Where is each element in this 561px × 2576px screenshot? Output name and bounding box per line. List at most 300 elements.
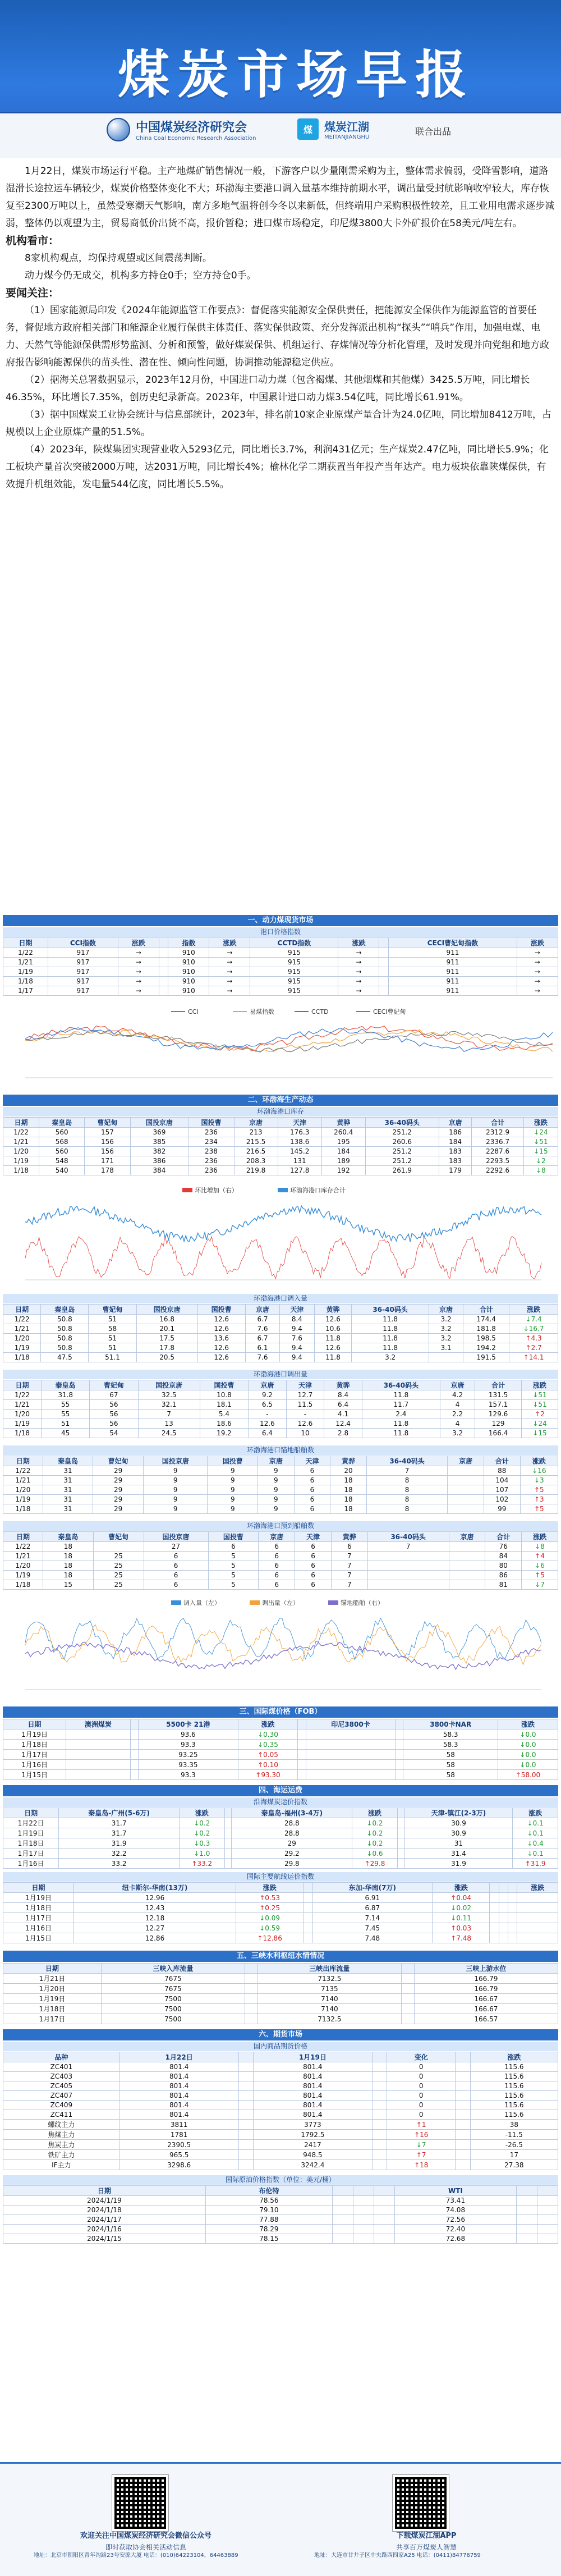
table-cell: 801.4	[253, 2091, 372, 2101]
table-cell: →	[209, 986, 250, 996]
table-cell: 1/22	[3, 1390, 42, 1400]
table-cell: 7.45	[312, 1923, 432, 1933]
table-cell	[66, 1760, 130, 1770]
table-cell: 208.3	[234, 1156, 278, 1166]
table-cell: 1/19	[3, 1571, 43, 1580]
wechat-qr-code[interactable]	[112, 2475, 168, 2531]
table-cell: ↑5	[520, 1504, 558, 1514]
table-cell: 11.8	[352, 1315, 429, 1324]
anchor-ships-table	[3, 1456, 558, 1514]
org-left-name: 中国煤炭经济研究会	[136, 121, 247, 135]
intl-freight-bar: 国际主要航线运价指数	[3, 1872, 558, 1882]
port-inbound-bar: 环渤海港口调入量	[3, 1294, 558, 1303]
table-cell	[224, 1838, 232, 1849]
table-cell: ↑0.10	[238, 1760, 298, 1770]
column-header: 印尼3800卡	[306, 1719, 396, 1729]
table-row	[3, 1838, 558, 1849]
table-cell: 9.2	[249, 1390, 287, 1400]
table-cell: ↓2	[523, 1156, 558, 1166]
table-cell: ZC405	[3, 2081, 120, 2091]
footer-left-contact	[34, 2554, 275, 2558]
column-header: 36-40码头	[352, 1305, 429, 1315]
column-header: CECI曹妃甸指数	[388, 938, 517, 948]
column-header: 曹妃甸	[93, 1532, 144, 1542]
table-cell: ↓16	[520, 1466, 558, 1476]
column-header: 涨跌	[209, 938, 250, 948]
table-cell: 1月19日	[3, 1729, 66, 1740]
table-cell: 11.8	[362, 1419, 440, 1429]
table-cell: ↑7.48	[433, 1933, 490, 1943]
table-cell	[298, 1740, 306, 1750]
table-cell: ↑29.8	[352, 1859, 398, 1869]
domestic-futures-table	[3, 2052, 558, 2170]
table-cell: 1/22	[3, 1128, 39, 1137]
column-header	[490, 1883, 499, 1893]
column-header	[499, 1883, 508, 1893]
legend-swatch	[182, 1188, 192, 1192]
table-cell	[372, 2110, 387, 2120]
table-cell: 3.2	[429, 1324, 463, 1334]
legend-label: CCTD	[311, 1008, 329, 1015]
table-cell: 51	[42, 1419, 90, 1429]
crude-oil-table	[3, 2185, 558, 2244]
table-cell: 螺纹主力	[3, 2120, 120, 2130]
table-cell: 28.8	[232, 1818, 352, 1828]
header-logo-strip	[0, 112, 561, 158]
table-cell: ↓0.2	[352, 1818, 398, 1828]
table-row	[3, 1571, 558, 1580]
table-cell	[499, 1903, 508, 1913]
table-cell: 5.4	[200, 1410, 248, 1419]
table-cell: 915	[250, 977, 338, 986]
app-qr-code[interactable]	[393, 2475, 449, 2531]
table-cell: 801.4	[253, 2110, 372, 2120]
table-header-row	[3, 1883, 558, 1893]
table-cell: 1月18日	[3, 1740, 66, 1750]
table-cell: 25	[93, 1552, 144, 1561]
table-cell	[448, 1476, 484, 1485]
table-cell: 9	[258, 1485, 295, 1495]
table-row	[3, 2215, 558, 2225]
table-cell	[379, 986, 388, 996]
table-cell	[517, 2225, 537, 2234]
table-cell: 6	[295, 1580, 332, 1590]
table-row	[3, 1390, 558, 1400]
price-index-chart	[3, 1005, 558, 1089]
table-cell	[449, 1542, 485, 1552]
table-cell: 1月22日	[3, 1818, 59, 1828]
table-cell: 157	[85, 1128, 130, 1137]
column-header: 36-40码头	[366, 1456, 448, 1466]
table-cell: 28.8	[232, 1828, 352, 1838]
column-header: 36-40码头	[365, 1118, 439, 1128]
table-cell: ↑5	[520, 1485, 558, 1495]
port-stock-bar: 环渤海港口库存	[3, 1107, 558, 1117]
column-header: 日期	[3, 1118, 39, 1128]
table-cell	[379, 958, 388, 967]
column-header: 涨跌	[509, 1305, 558, 1315]
table-cell: 1月21日	[3, 1974, 102, 1984]
table-cell: 80	[485, 1561, 522, 1571]
table-cell: 9	[143, 1495, 208, 1504]
table-cell: 801.4	[119, 2072, 238, 2081]
table-cell	[372, 2140, 387, 2150]
table-cell: →	[209, 948, 250, 958]
table-cell: 8	[366, 1504, 448, 1514]
legend-label: CCI	[188, 1008, 199, 1015]
table-cell	[537, 2206, 558, 2215]
port-stock-chart	[3, 1184, 558, 1291]
table-cell: 58	[89, 1324, 136, 1334]
table-cell: 11.8	[352, 1334, 429, 1343]
table-header-row	[3, 1964, 558, 1974]
table-cell: 3811	[119, 2120, 238, 2130]
table-cell	[456, 2130, 470, 2140]
table-cell: →	[118, 948, 159, 958]
table-cell: 9	[143, 1504, 208, 1514]
globe-icon	[107, 118, 130, 141]
table-cell: ZC407	[3, 2091, 120, 2101]
anchor-ships-bar: 环渤海港口锚地船舶数	[3, 1445, 558, 1455]
table-cell: 11.8	[352, 1324, 429, 1334]
table-row	[3, 1974, 558, 1984]
table-row	[3, 2120, 558, 2130]
table-cell: 6	[294, 1495, 330, 1504]
table-cell: 6	[259, 1561, 295, 1571]
table-cell: ↓0.30	[238, 1729, 298, 1740]
table-cell: 0	[387, 2081, 456, 2091]
table-cell: 1月16日	[3, 1859, 59, 1869]
column-header: 黄骅	[330, 1456, 367, 1466]
table-row	[3, 2062, 558, 2072]
column-header: 京唐	[258, 1456, 295, 1466]
table-row	[3, 1580, 558, 1590]
column-header: 国投京唐	[144, 1532, 208, 1542]
table-cell: 51	[89, 1343, 136, 1353]
column-header: 日期	[3, 1719, 66, 1729]
table-cell: ↓15	[523, 1147, 558, 1156]
table-cell: 384	[130, 1166, 188, 1175]
table-cell: 焦炭主力	[3, 2140, 120, 2150]
table-cell	[224, 1818, 232, 1828]
column-header: 黄骅	[314, 1305, 352, 1315]
legend-swatch	[328, 1600, 338, 1605]
table-cell: 1月16日	[3, 1923, 74, 1933]
table-cell: 56	[90, 1419, 138, 1429]
summary-text	[6, 163, 555, 493]
table-cell	[372, 2062, 387, 2072]
legend-label: 调出量（左）	[262, 1599, 299, 1607]
table-cell: 915	[250, 967, 338, 977]
table-cell: 917	[48, 958, 118, 967]
table-header-row	[3, 1380, 558, 1390]
table-row	[3, 1933, 558, 1943]
table-cell: 0	[387, 2072, 456, 2081]
table-row	[3, 1750, 558, 1760]
table-cell: 1/18	[3, 1504, 43, 1514]
column-header: 纽卡斯尔-华南(13万)	[74, 1883, 236, 1893]
table-cell	[159, 977, 168, 986]
table-cell	[238, 2120, 253, 2130]
intl-price-table	[3, 1719, 558, 1780]
table-cell	[238, 2160, 253, 2170]
table-cell	[402, 1974, 415, 1984]
table-cell: 1/20	[3, 1334, 41, 1343]
table-row	[3, 1859, 558, 1869]
table-cell: 6	[259, 1552, 295, 1561]
table-cell: 260.6	[365, 1137, 439, 1147]
section-spot-market-bar: 一、动力煤现货市场	[3, 915, 558, 926]
column-header: 国投曹	[188, 1118, 234, 1128]
table-row	[3, 1740, 558, 1750]
column-header: 京唐	[439, 1118, 472, 1128]
table-cell: ↓24	[522, 1419, 558, 1429]
table-cell: 2.8	[324, 1429, 362, 1438]
table-cell: 5	[208, 1580, 259, 1590]
table-cell: ↓16.7	[509, 1324, 558, 1334]
table-cell: ↓7	[522, 1580, 558, 1590]
table-cell: ↓0.0	[498, 1740, 558, 1750]
table-row	[3, 977, 558, 986]
table-cell: 236	[188, 1166, 234, 1175]
table-cell: 560	[39, 1128, 85, 1137]
table-cell: 1/19	[3, 967, 48, 977]
series-line	[25, 1028, 553, 1051]
table-cell: ↓7	[387, 2140, 456, 2150]
table-cell: 1/20	[3, 1561, 43, 1571]
table-cell	[333, 2206, 353, 2215]
table-cell: 166.57	[414, 2014, 558, 2024]
table-cell: 191.5	[463, 1353, 509, 1362]
column-header	[333, 2186, 353, 2196]
column-header: 品种	[3, 2052, 120, 2062]
report-title: 煤炭市场早报	[118, 45, 475, 105]
table-cell: 1/21	[3, 1552, 43, 1561]
table-cell: 73.41	[394, 2196, 517, 2206]
table-row	[3, 2130, 558, 2140]
table-cell: ↑1	[387, 2120, 456, 2130]
table-cell: →	[338, 958, 379, 967]
table-cell: 6	[294, 1466, 330, 1476]
table-cell: ↓51	[522, 1400, 558, 1410]
table-cell: 1/19	[3, 1156, 39, 1166]
table-cell: 12.6	[197, 1324, 245, 1334]
table-cell	[490, 1893, 499, 1903]
table-cell: →	[338, 977, 379, 986]
table-cell: 6	[295, 1571, 332, 1580]
table-cell: ↑0.25	[236, 1903, 304, 1913]
table-cell: 5	[208, 1571, 259, 1580]
table-cell: 32.5	[138, 1390, 200, 1400]
table-cell: 6	[295, 1542, 332, 1552]
table-cell: 18	[43, 1561, 93, 1571]
table-cell: 25	[93, 1580, 144, 1590]
table-cell: 7500	[101, 2014, 245, 2024]
column-header: 京唐	[245, 1305, 279, 1315]
column-header: 合计	[472, 1118, 524, 1128]
table-cell: ZC411	[3, 2110, 120, 2120]
table-cell: 189	[321, 1156, 365, 1166]
series-line	[25, 1206, 541, 1242]
table-cell: -	[249, 1410, 287, 1419]
table-cell: 78.29	[205, 2225, 332, 2234]
table-cell	[456, 2101, 470, 2110]
table-cell: 1792.5	[253, 2130, 372, 2140]
table-header-row	[3, 1118, 558, 1128]
analyst-view-title: 机构看市：	[6, 235, 59, 247]
table-cell: 12.43	[74, 1903, 236, 1913]
table-cell: 32.1	[138, 1400, 200, 1410]
column-header: 日期	[3, 1380, 42, 1390]
table-cell: 77.88	[205, 2215, 332, 2225]
column-header: 涨跌	[523, 1118, 558, 1128]
table-cell	[395, 1729, 403, 1740]
table-cell: 1月16日	[3, 1760, 66, 1770]
table-cell: 11.5	[286, 1400, 324, 1410]
table-cell: 129	[475, 1419, 522, 1429]
table-cell: 166.79	[414, 1974, 558, 1984]
table-cell: 1/22	[3, 1315, 41, 1324]
table-cell	[66, 1729, 130, 1740]
table-cell: 115.6	[470, 2091, 558, 2101]
coastal-freight-table	[3, 1808, 558, 1869]
table-cell: 369	[130, 1128, 188, 1137]
table-row	[3, 1315, 558, 1324]
table-cell: ↓0.4	[513, 1838, 558, 1849]
table-cell: 166.67	[414, 2004, 558, 2014]
table-cell	[130, 1760, 139, 1770]
column-header: 日期	[3, 938, 48, 948]
table-cell: 1/20	[3, 1410, 42, 1419]
table-cell: 7500	[101, 1994, 245, 2004]
table-cell: 1/22	[3, 1542, 43, 1552]
table-cell: ↓6	[522, 1561, 558, 1571]
footer	[0, 2462, 561, 2576]
table-cell: 9	[143, 1485, 208, 1495]
table-cell	[374, 2196, 394, 2206]
column-header: 指数	[168, 938, 209, 948]
table-cell: 29	[232, 1838, 352, 1849]
table-cell: 51.1	[89, 1353, 136, 1362]
table-cell: 948.5	[253, 2150, 372, 2160]
table-cell: 58.3	[403, 1729, 498, 1740]
table-cell: 910	[168, 958, 209, 967]
table-cell: 1月17日	[3, 2014, 102, 2024]
table-cell: 5	[208, 1552, 259, 1561]
table-cell: 9	[143, 1466, 208, 1476]
table-cell: 548	[39, 1156, 85, 1166]
column-header: 涨跌	[433, 1883, 490, 1893]
table-cell: 234	[188, 1137, 234, 1147]
column-header: 日期	[3, 2186, 206, 2196]
table-cell: 7140	[257, 2004, 401, 2014]
table-cell: 8.4	[324, 1390, 362, 1400]
table-cell	[238, 2101, 253, 2110]
table-cell	[508, 1893, 517, 1903]
arriving-ships-bar: 环渤海港口预到船舶数	[3, 1521, 558, 1531]
table-cell: 236	[188, 1156, 234, 1166]
table-cell: 7.6	[280, 1334, 314, 1343]
table-cell: ↓8	[522, 1542, 558, 1552]
table-cell: 917	[48, 967, 118, 977]
table-cell: ↓0.2	[352, 1838, 398, 1849]
table-cell: 29.2	[232, 1849, 352, 1859]
table-cell	[397, 1849, 404, 1859]
column-header: 曹妃甸	[89, 1305, 136, 1315]
table-cell: 31.9	[404, 1859, 513, 1869]
column-header: 1月22日	[119, 2052, 238, 2062]
table-cell: 9.4	[280, 1343, 314, 1353]
table-cell	[306, 1760, 396, 1770]
table-cell	[449, 1552, 485, 1561]
table-cell: 560	[39, 1147, 85, 1156]
table-cell	[517, 1923, 558, 1933]
table-cell: 11.8	[362, 1429, 440, 1438]
table-cell: 9	[208, 1485, 258, 1495]
table-cell: 11.8	[362, 1390, 440, 1400]
table-cell: ↑2	[522, 1410, 558, 1419]
table-cell: 18	[330, 1485, 367, 1495]
column-header: 秦皇岛	[43, 1456, 93, 1466]
table-cell: 1月18日	[3, 1838, 59, 1849]
table-cell	[130, 1770, 139, 1780]
table-cell	[367, 1561, 449, 1571]
table-cell	[402, 1984, 415, 1994]
table-cell: 382	[130, 1147, 188, 1156]
table-header-row	[3, 1532, 558, 1542]
table-cell: 1月19日	[3, 1828, 59, 1838]
column-header: 日期	[3, 1808, 59, 1818]
table-cell: 219.8	[234, 1166, 278, 1175]
table-cell: 174.4	[463, 1315, 509, 1324]
table-cell: 911	[388, 967, 517, 977]
series-line	[25, 1625, 541, 1665]
table-cell: ↓0.1	[513, 1828, 558, 1838]
table-cell	[456, 2140, 470, 2150]
table-cell: 74.08	[394, 2206, 517, 2215]
table-cell: 10.6	[314, 1324, 352, 1334]
table-cell: 2.4	[362, 1410, 440, 1419]
table-cell	[66, 1750, 130, 1760]
table-cell	[245, 2014, 258, 2024]
table-cell: 29	[93, 1485, 144, 1495]
table-cell	[395, 1740, 403, 1750]
table-cell	[508, 1913, 517, 1923]
table-cell: ↑0.53	[236, 1893, 304, 1903]
table-cell: 107	[484, 1485, 520, 1495]
table-cell: 47.5	[41, 1353, 89, 1362]
table-row	[3, 1128, 558, 1137]
column-header: 京唐	[440, 1380, 475, 1390]
table-cell: 2292.6	[472, 1166, 524, 1175]
table-cell	[449, 1580, 485, 1590]
table-cell: 9	[208, 1466, 258, 1476]
footer-right-tel: 电话：(0411)84776759	[416, 2552, 481, 2559]
table-cell: 801.4	[119, 2101, 238, 2110]
news-title: 要闻关注：	[6, 287, 59, 299]
table-cell: 81	[485, 1580, 522, 1590]
table-cell: 78.56	[205, 2196, 332, 2206]
column-header: 合计	[463, 1305, 509, 1315]
table-cell	[448, 1504, 484, 1514]
table-cell: 6.4	[324, 1400, 362, 1410]
table-cell: 6	[208, 1542, 259, 1552]
footer-left-addr: 地址：北京市朝阳区青年沟路23号安源大厦	[34, 2552, 142, 2559]
table-cell: 3.2	[440, 1429, 475, 1438]
table-cell	[353, 2196, 374, 2206]
table-cell	[456, 2150, 470, 2160]
table-cell: 7500	[101, 2004, 245, 2014]
